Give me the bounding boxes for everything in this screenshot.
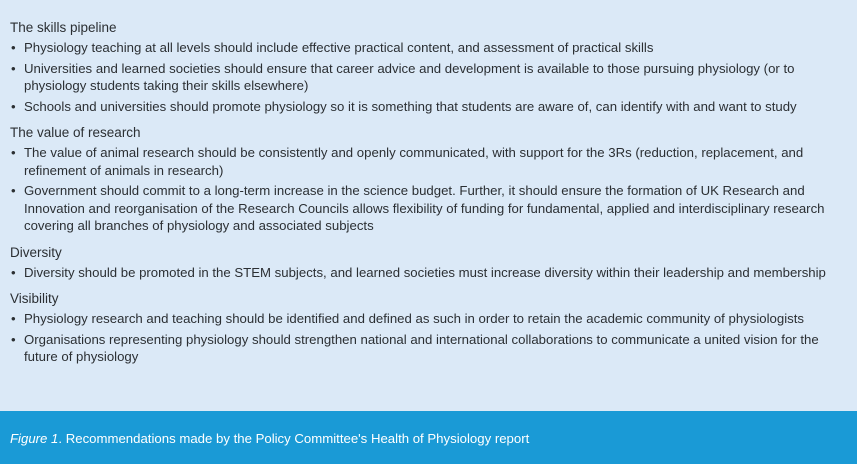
- bullet-icon: •: [11, 264, 16, 280]
- item-text: The value of animal research should be consistently and openly communicated, with support for the 3Rs (reduction, replacement, and refinement of animals in research): [24, 145, 804, 178]
- section-skills-pipeline: [10, 19, 857, 115]
- item-list: [10, 310, 857, 366]
- item-text: Organisations representing physiology should strengthen national and international collaborations to communicate a united vision for the future of physiology: [24, 331, 819, 364]
- item-list: [10, 144, 857, 235]
- section-title: Diversity: [10, 244, 62, 260]
- bullet-icon: •: [11, 183, 16, 198]
- list-item: [10, 264, 845, 282]
- item-list: [10, 264, 857, 282]
- bullet-icon: •: [11, 145, 16, 160]
- item-list: [10, 39, 857, 115]
- section-title: The skills pipeline: [10, 20, 117, 35]
- caption-text: . Recommendations made by the Policy Committee's Health of Physiology report: [58, 431, 530, 446]
- list-item: [10, 60, 845, 95]
- section-visibility: [10, 290, 857, 366]
- bullet-icon: •: [11, 331, 16, 347]
- item-text: Government should commit to a long-term increase in the science budget. Further, it should ensure the formation of UK Research and Innovation and reorganisation of the Research Councils allows flexibility of funding for fundamental, applied and interdisciplinary research covering all branches of physiology and associated subjects: [24, 183, 825, 233]
- list-item: [10, 39, 845, 57]
- section-diversity: [10, 244, 857, 282]
- section-title: The value of research: [10, 125, 141, 140]
- bullet-icon: •: [11, 60, 16, 76]
- section-title: Visibility: [10, 291, 59, 306]
- bullet-icon: •: [11, 311, 16, 326]
- list-item: [10, 144, 845, 179]
- list-item: [10, 310, 845, 328]
- item-text: Schools and universities should promote physiology so it is something that students are aware of, can identify with and want to study: [24, 98, 797, 114]
- bullet-icon: •: [11, 98, 16, 114]
- item-text: Physiology teaching at all levels should include effective practical content, and assessment of practical skills: [24, 40, 654, 55]
- item-text: Universities and learned societies should ensure that career advice and development is available to those pursuing physiology (or to physiology students taking their skills elsewhere): [24, 60, 795, 93]
- figure-caption: [0, 411, 857, 464]
- bullet-icon: •: [11, 40, 16, 55]
- item-text: Physiology research and teaching should be identified and defined as such in order to retain the academic community of physiologists: [24, 311, 804, 326]
- item-text: Diversity should be promoted in the STEM subjects, and learned societies must increase diversity within their leadership and membership: [24, 264, 826, 280]
- section-value-of-research: [10, 124, 857, 235]
- figure-label: Figure 1: [10, 431, 59, 446]
- list-item: [10, 98, 845, 116]
- list-item: [10, 182, 845, 235]
- list-item: [10, 331, 845, 366]
